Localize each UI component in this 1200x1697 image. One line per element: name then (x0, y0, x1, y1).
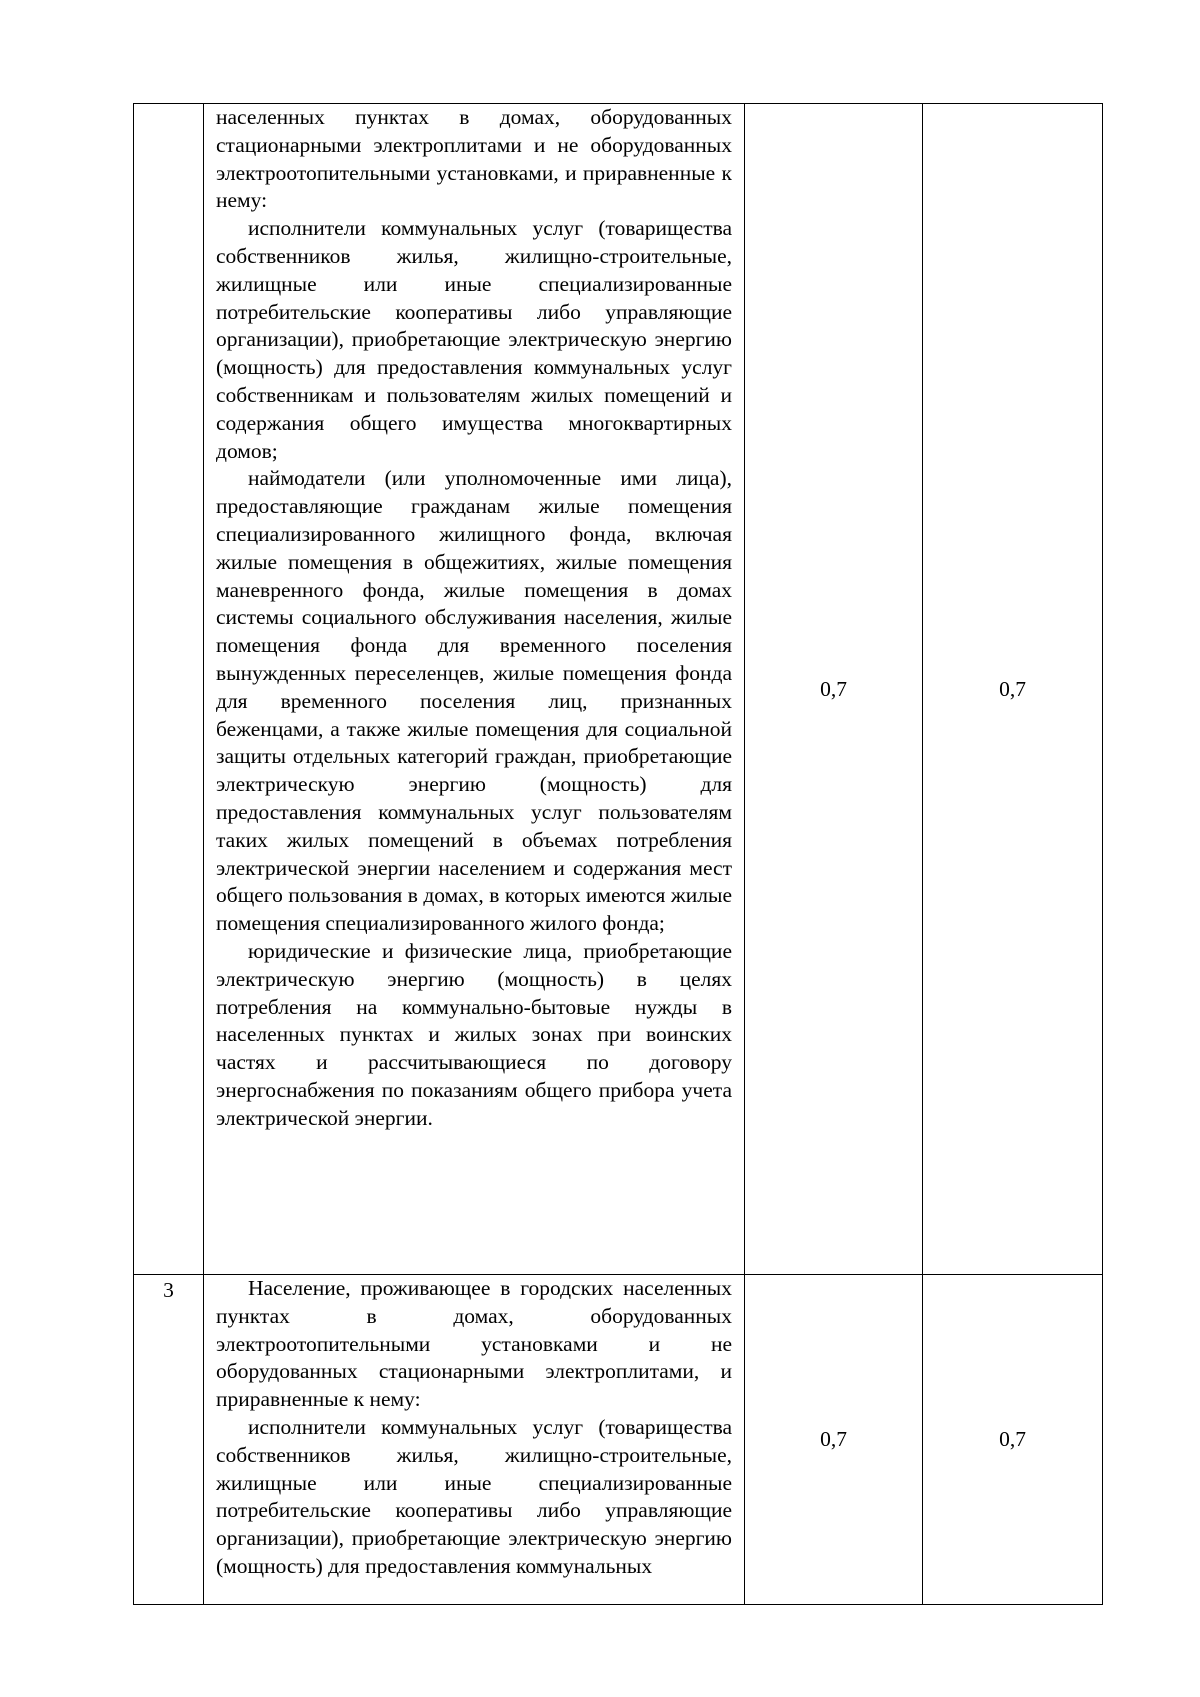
row-number-cell (134, 104, 204, 1275)
paragraph: Население, проживающее в городских населенных пунктах в домах, оборудованных электроотопительными установками и не оборудованных стационарными электроплитами, и приравненные к нему: (216, 1276, 732, 1412)
description-cell (204, 104, 745, 1275)
paragraph: юридические и физические лица, приобретающие электрическую энергию (мощность) в целях потребления на коммунально-бытовые нужды в населенных пунктах и жилых зонах при воинских частях и рассчитывающиеся по договору энергоснабжения по показаниям общего прибора учета электрической энергии. (216, 938, 732, 1130)
description-cell (204, 1275, 745, 1605)
tariff-table (133, 103, 1103, 1605)
paragraph: наймодатели (или уполномоченные ими лица), предоставляющие гражданам жилые помещения специализированного жилищного фонда, включая жилые помещения в общежитиях, жилые помещения маневренного фонда, жилые помещения в домах системы социального обслуживания населения, жилые помещения фонда для временного поселения вынужденных переселенцев, жилые помещения фонда для временного поселения лиц, признанных беженцами, а также жилые помещения для социальной защиты отдельных категорий граждан, приобретающие электрическую энергию (мощность) для предоставления коммунальных услуг пользователям таких жилых помещений в объемах потребления электрической энергии населением и содержания мест общего пользования в домах, в которых имеются жилые помещения специализированного жилого фонда; (216, 466, 732, 936)
paragraph: населенных пунктах в домах, оборудованных стационарными электроплитами и не оборудованных электроотопительными установками, и приравненные к нему: (216, 105, 732, 213)
value-cell-1: 0,7 (745, 1275, 923, 1605)
value-cell-2: 0,7 (923, 104, 1103, 1275)
row-number-cell: 3 (134, 1275, 204, 1605)
paragraph: исполнители коммунальных услуг (товарищества собственников жилья, жилищно-строительные, жилищные или иные специализированные потребительские кооперативы либо управляющие организации), приобретающие электрическую энергию (мощность) для предоставления коммунальных (216, 1414, 732, 1578)
value-cell-2: 0,7 (923, 1275, 1103, 1605)
document-page (133, 103, 1103, 1605)
paragraph: исполнители коммунальных услуг (товарищества собственников жилья, жилищно-строительные, жилищные или иные специализированные потребительские кооперативы либо управляющие организации), приобретающие электрическую энергию (мощность) для предоставления коммунальных услуг собственникам и пользователям жилых помещений и содержания общего имущества многоквартирных домов; (216, 216, 732, 463)
value-cell-1: 0,7 (745, 104, 923, 1275)
table-row (134, 1275, 1103, 1605)
table-row (134, 104, 1103, 1275)
